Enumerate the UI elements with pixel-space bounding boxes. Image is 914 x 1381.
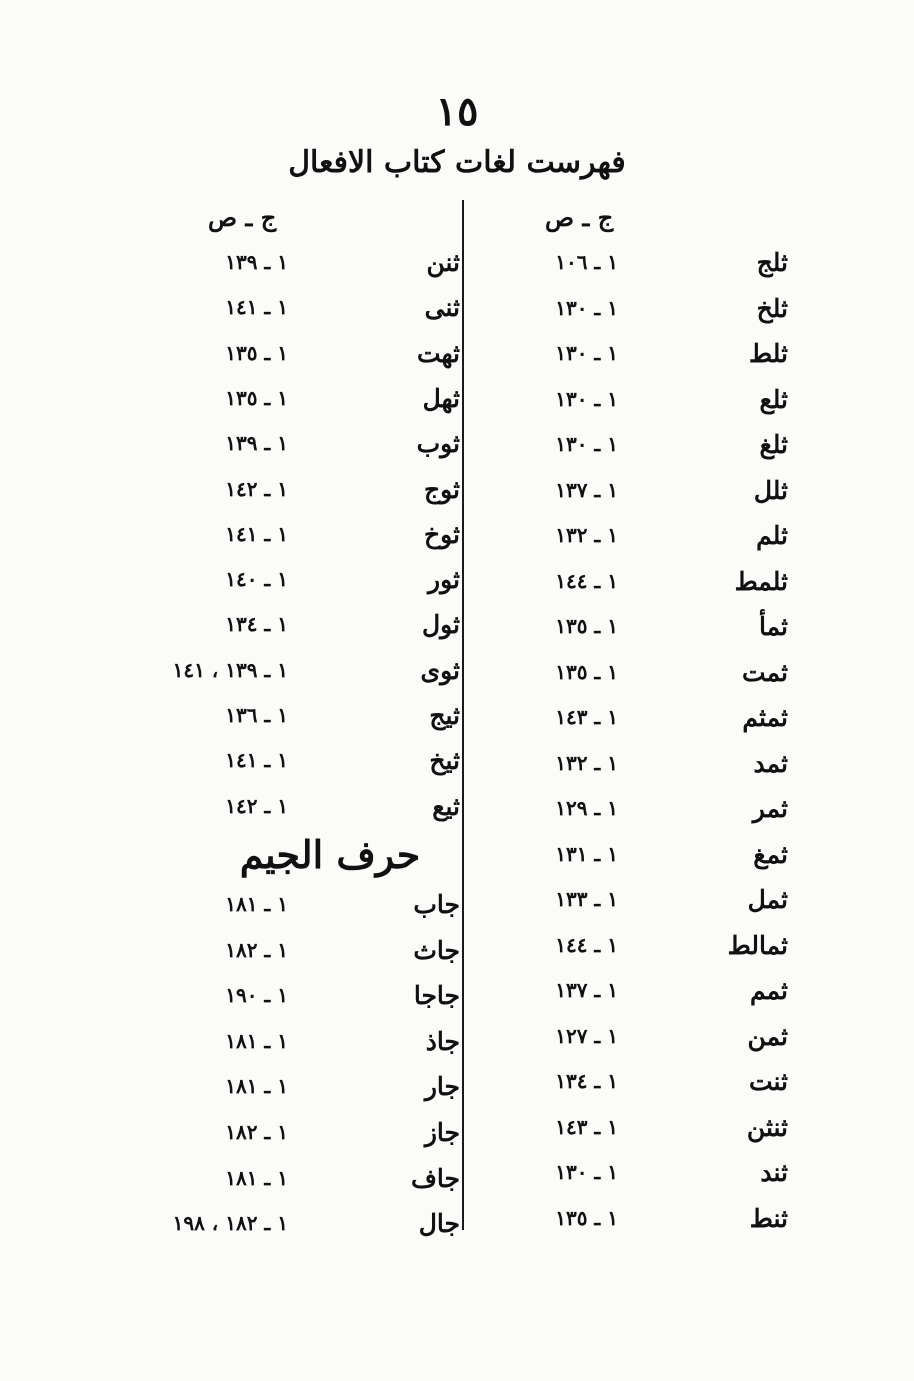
index-entry [120,792,460,832]
index-entry [470,521,788,561]
entry-reference: ١ ـ ١٤٢ [225,793,288,818]
entry-word: جار [424,1072,460,1102]
index-entry [120,1027,460,1067]
entry-reference: ١ ـ ١٤٤ [555,568,618,593]
entry-reference: ١ ـ ١٢٩ [555,796,618,820]
entry-word: ثوج [423,474,460,504]
index-entry [120,890,460,930]
entry-reference: ١ ـ ١٣٣ [555,887,618,911]
entry-word: ثند [760,1158,788,1187]
entry-word: ثيج [429,701,460,730]
entry-word: جاجا [413,981,460,1011]
index-entry [470,976,788,1016]
entry-word: ثنت [748,1067,788,1096]
index-entry [470,567,788,607]
entry-word: ثمل [747,885,788,914]
left-column-header: ج ـ ص [208,203,277,232]
entry-reference: ١ ـ ١٣٧ [555,978,618,1002]
index-entry [120,701,460,741]
entry-word: ثمغ [753,839,788,869]
index-entry [120,1072,460,1112]
entry-word: ثول [421,610,460,640]
section-heading: حرف الجيم [239,832,421,877]
entry-reference: ١ ـ ١٨١ [225,1074,288,1099]
page-number: ١٥ [435,88,479,135]
entry-reference: ١ ـ ١٣٠ [555,295,618,320]
entry-reference: ١ ـ ١٣٩ ، ١٤١ [172,657,288,682]
index-entry [470,658,788,698]
entry-reference: ١ ـ ١٢٧ [555,1023,618,1048]
entry-word: ثلط [749,339,788,368]
entry-word: جاف [411,1163,460,1193]
entry-reference: ١ ـ ١٣٥ [555,1205,618,1230]
page-title: فهرست لغات كتاب الافعال [288,145,626,180]
entry-reference: ١ ـ ١٣٥ [555,659,618,684]
entry-word: ثلج [756,248,788,277]
entry-reference: ١ ـ ١٣٠ [555,341,618,365]
entry-word: ثنثن [746,1112,788,1142]
entry-reference: ١ ـ ١٤١ [225,521,288,546]
entry-reference: ١ ـ ١٣٩ [225,431,288,456]
index-entry [120,565,460,605]
index-entry [470,1158,788,1198]
entry-reference: ١ ـ ١٣٠ [555,432,618,456]
index-entry [470,294,788,334]
index-entry [120,248,460,288]
index-entry [120,293,460,333]
entry-word: ثلخ [756,293,788,323]
index-entry [470,1067,788,1107]
entry-reference: ١ ـ ١٣٤ [225,612,288,637]
entry-word: ثوى [420,655,460,685]
index-entry [470,430,788,470]
index-entry [470,885,788,925]
entry-reference: ١ ـ ١٤٣ [555,1114,618,1139]
entry-word: ثمأ [758,612,788,641]
entry-reference: ١ ـ ١٣٠ [555,1160,618,1184]
entry-reference: ١ ـ ١٣٦ [225,703,288,727]
entry-reference: ١ ـ ١٤٣ [555,705,618,729]
entry-reference: ١ ـ ١٨٢ [225,937,288,962]
entry-word: ثنن [426,248,460,277]
entry-word: ثلم [756,521,788,550]
entry-reference: ١ ـ ١٣١ [555,841,618,866]
entry-word: ثوب [416,429,460,459]
index-entry [120,520,460,560]
index-entry [470,612,788,652]
index-entry [470,1113,788,1153]
index-entry [120,429,460,469]
index-entry [120,1209,460,1249]
entry-word: جاث [413,935,460,965]
entry-word: ثهت [416,338,460,368]
entry-reference: ١ ـ ١٨١ [225,1165,288,1190]
entry-word: جاب [413,890,460,919]
entry-reference: ١ ـ ١٣٥ [225,385,288,410]
entry-word: جال [418,1209,460,1239]
entry-reference: ١ ـ ١٣٩ [225,250,288,274]
entry-word: ثمن [747,1021,788,1051]
entry-word: ثلغ [759,430,788,459]
entry-word: ثهل [422,383,460,413]
index-entry [120,1164,460,1204]
entry-reference: ١ ـ ١٤١ [225,748,288,773]
entry-reference: ١ ـ ١٤١ [225,295,288,320]
index-entry [120,610,460,650]
entry-word: ثلع [759,384,788,414]
index-entry [120,475,460,515]
entry-word: جاز [424,1118,460,1147]
entry-reference: ١ ـ ١٤٢ [225,476,288,501]
entry-reference: ١ ـ ١٨١ [225,1028,288,1053]
entry-word: ثمت [742,657,788,687]
index-entry [470,476,788,516]
index-entry [470,794,788,834]
entry-reference: ١ ـ ١٣٠ [555,386,618,411]
right-column-header: ج ـ ص [545,203,614,232]
entry-word: جاذ [425,1026,460,1056]
entry-word: ثمد [753,748,788,778]
index-entry [470,840,788,880]
entry-word: ثلمط [734,566,788,596]
index-entry [120,384,460,424]
index-entry [470,248,788,288]
entry-word: ثلل [753,475,788,505]
entry-reference: ١ ـ ١٣٧ [555,477,618,502]
entry-word: ثيخ [429,746,460,776]
entry-word: ثنى [424,293,460,323]
entry-reference: ١ ـ ١٤٠ [225,567,288,592]
entry-word: ثمم [749,976,788,1005]
entry-reference: ١ ـ ١٠٦ [555,250,618,274]
index-entry [470,749,788,789]
entry-reference: ١ ـ ١٨١ [225,892,288,916]
index-entry [470,1204,788,1244]
entry-reference: ١ ـ ١٣٥ [225,340,288,365]
index-entry [120,936,460,976]
entry-reference: ١ ـ ١٩٠ [225,983,288,1008]
column-divider [462,200,464,1230]
entry-reference: ١ ـ ١٣٤ [555,1069,618,1093]
entry-word: ثمثم [742,703,788,732]
index-entry [470,339,788,379]
entry-word: ثنط [749,1203,788,1233]
entry-word: ثوخ [423,519,460,549]
index-entry [120,746,460,786]
index-entry [120,656,460,696]
entry-word: ثور [428,565,460,595]
entry-reference: ١ ـ ١٣٥ [555,614,618,638]
entry-reference: ١ ـ ١٨٢ [225,1120,288,1144]
entry-word: ثمالط [727,930,788,960]
index-entry [470,931,788,971]
entry-word: ثيع [432,791,460,821]
index-entry [470,385,788,425]
index-entry [120,1118,460,1158]
index-entry [470,1022,788,1062]
index-entry [120,981,460,1021]
entry-reference: ١ ـ ١٣٢ [555,523,618,547]
index-entry [120,339,460,379]
entry-word: ثمر [752,794,788,823]
entry-reference: ١ ـ ١٤٤ [555,932,618,957]
entry-reference: ١ ـ ١٣٢ [555,750,618,775]
entry-reference: ١ ـ ١٨٢ ، ١٩٨ [172,1211,288,1236]
index-entry [470,703,788,743]
